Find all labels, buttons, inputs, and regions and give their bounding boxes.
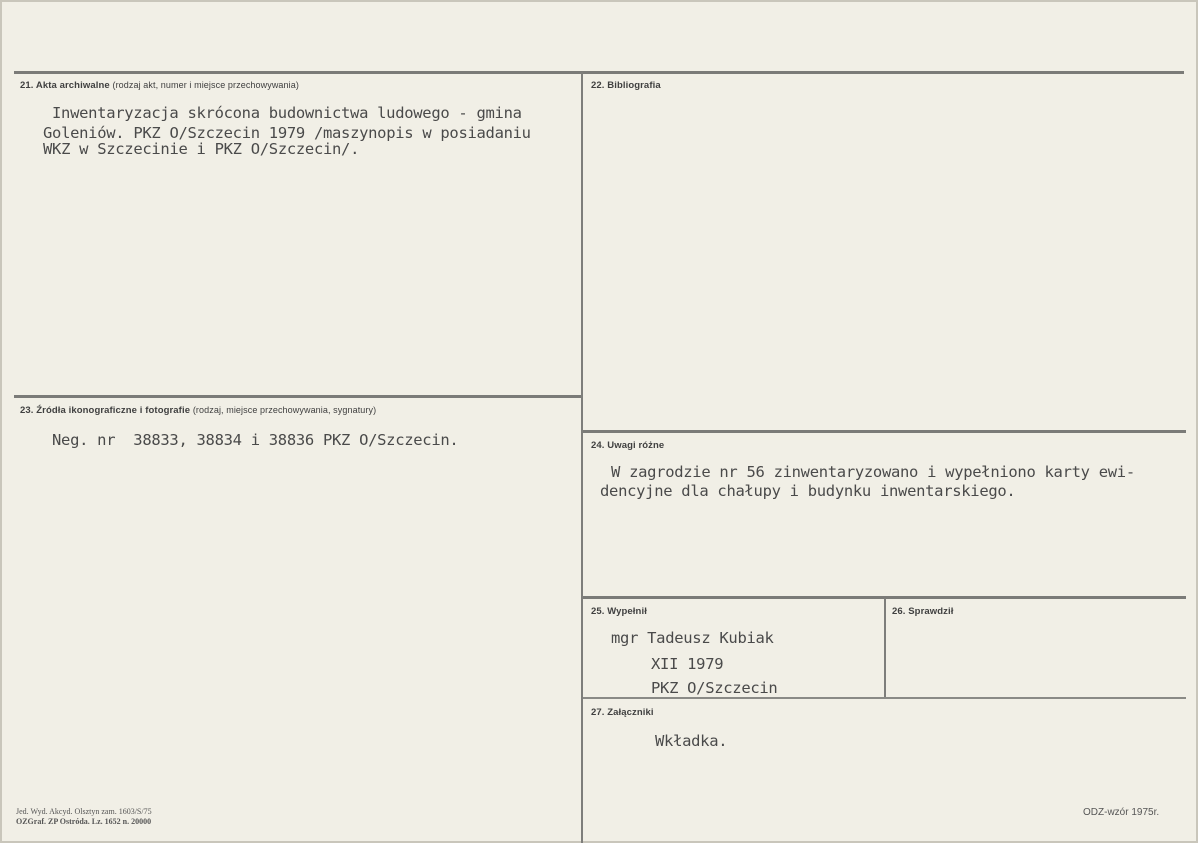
section25-label: 25. Wypełnił: [591, 606, 647, 617]
top-rule: [14, 71, 1184, 74]
section23-label: [20, 405, 376, 416]
section25-text-line-1: mgr Tadeusz Kubiak: [611, 629, 774, 647]
print-info-line-2: OZGraf. ZP Ostróda. Lz. 1652 n. 20000: [16, 817, 152, 826]
section22-label: 22. Bibliografia: [591, 80, 661, 91]
section21-text-line-2: Goleniów. PKZ O/Szczecin 1979 /maszynopis w posiadaniu: [43, 124, 531, 142]
form-code: ODZ-wzór 1975r.: [1083, 807, 1160, 818]
section21-subtitle: (rodzaj akt, numer i miejsce przechowywania): [112, 80, 299, 90]
section21-label: [20, 80, 299, 91]
section21-text-line-3: WKZ w Szczecinie i PKZ O/Szczecin/.: [43, 140, 360, 158]
section24-top-rule: [583, 430, 1186, 433]
section24-text-line-1: W zagrodzie nr 56 zinwentaryzowano i wypełniono karty ewi-: [611, 463, 1135, 481]
section25-text-line-2: XII 1979: [651, 655, 724, 673]
section23-text-line-1: Neg. nr 38833, 38834 i 38836 PKZ O/Szczecin.: [52, 431, 459, 449]
section27-label: 27. Załączniki: [591, 707, 654, 718]
section24-text-line-2: dencyjne dla chałupy i budynku inwentarskiego.: [600, 482, 1016, 500]
section26-label: 26. Sprawdził: [892, 606, 954, 617]
section21-title: 21. Akta archiwalne: [20, 80, 110, 91]
center-divider: [581, 72, 583, 843]
section21-text-line-1: Inwentaryzacja skrócona budownictwa ludowego - gmina: [52, 104, 522, 122]
section23-subtitle: (rodzaj, miejsce przechowywania, sygnatury): [192, 405, 377, 415]
section25-26-divider: [884, 598, 886, 698]
section24-label: 24. Uwagi różne: [591, 440, 665, 451]
print-info-line-1: Jed. Wyd. Akcyd. Olsztyn zam. 1603/S/75: [16, 807, 152, 816]
section23-title: 23. Źródła ikonograficzne i fotografie: [20, 405, 191, 416]
section25-text-line-3: PKZ O/Szczecin: [651, 679, 778, 697]
section21-bottom-rule: [14, 395, 581, 398]
section27-text-line-1: Wkładka.: [655, 732, 728, 750]
